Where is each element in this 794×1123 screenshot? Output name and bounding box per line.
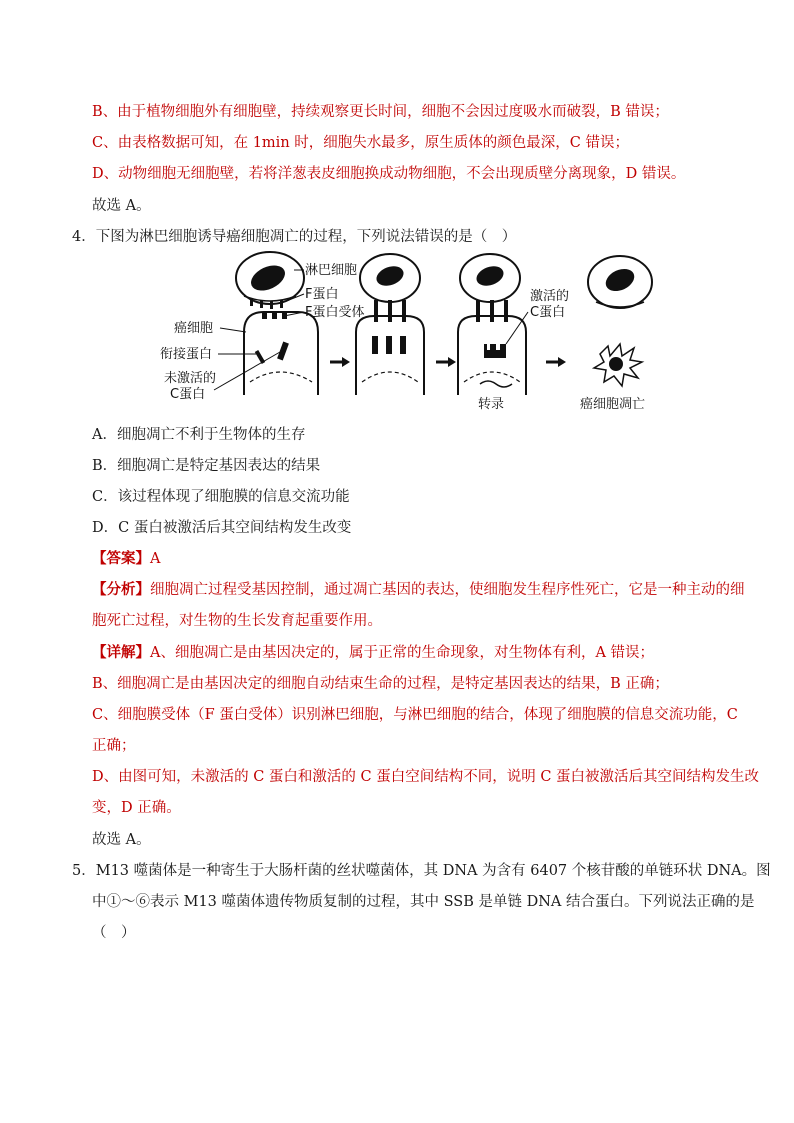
label-active-c-2: C蛋白 — [530, 305, 566, 320]
analysis-tag: 【分析】 — [92, 581, 150, 598]
answer-tag: 【答案】 — [92, 550, 150, 567]
answer-value: A — [150, 551, 161, 567]
detail-tag: 【详解】 — [92, 644, 150, 661]
q4-detail-c-1: C、细胞膜受体（F 蛋白受体）识别淋巴细胞，与淋巴细胞的结合，体现了细胞膜的信息交流功能，C — [92, 707, 738, 723]
label-transcription: 转录 — [478, 397, 505, 412]
q4-detail-a-line — [92, 643, 654, 663]
q4-detail-c-2: 正确； — [92, 738, 136, 754]
detail-a: A、细胞凋亡是由基因决定的，属于正常的生命现象，对生物体有利，A 错误； — [150, 645, 655, 661]
q4-detail-d-2: 变，D 正确。 — [92, 800, 181, 816]
q4-option-c: C．该过程体现了细胞膜的信息交流功能 — [92, 489, 350, 505]
q4-detail-d-1: D、由图可知，未激活的 C 蛋白和激活的 C 蛋白空间结构不同，说明 C 蛋白被激活后其空间结构发生改 — [92, 769, 760, 785]
q3-analysis-c: C、由表格数据可知，在 1min 时，细胞失水最多，原生质体的颜色最深，C 错误； — [92, 135, 629, 151]
q4-analysis-line-1 — [92, 580, 745, 600]
lymphocyte-cell-2 — [360, 254, 420, 322]
q4-answer — [92, 549, 160, 569]
q5-stem-1: 5．M13 噬菌体是一种寄生于大肠杆菌的丝状噬菌体，其 DNA 为含有 6407 个核苷酸的单链环状 DNA。图 — [72, 863, 771, 879]
label-adapter: 衔接蛋白 — [160, 347, 213, 362]
analysis-text-1: 细胞凋亡过程受基因控制，通过凋亡基因的表达，使细胞发生程序性死亡，它是一种主动的细 — [150, 582, 745, 598]
label-inactive-c-1: 未激活的 — [164, 371, 217, 386]
label-inactive-c-2: C蛋白 — [170, 387, 206, 402]
q4-analysis-line-2: 胞死亡过程，对生物的生长发育起重要作用。 — [92, 613, 382, 629]
label-active-c-1: 激活的 — [530, 289, 570, 304]
q4-conclusion: 故选 A。 — [92, 832, 151, 848]
q5-stem-3: （ ） — [92, 925, 136, 941]
q5-stem-2: 中①～⑥表示 M13 噬菌体遗传物质复制的过程，其中 SSB 是单链 DNA 结合蛋白。下列说法正确的是 — [92, 894, 755, 910]
label-f-receptor: F蛋白受体 — [305, 305, 365, 320]
q4-option-a: A．细胞凋亡不利于生物体的生存 — [92, 427, 306, 443]
lymphocyte-cell-1 — [236, 252, 304, 309]
q4-detail-b: B、细胞凋亡是由基因决定的细胞自动结束生命的过程，是特定基因表达的结果，B 正确； — [92, 676, 669, 692]
q3-analysis-d: D、动物细胞无细胞壁，若将洋葱表皮细胞换成动物细胞，不会出现质壁分离现象，D 错误。 — [92, 166, 686, 182]
q4-option-d: D．C 蛋白被激活后其空间结构发生改变 — [92, 520, 352, 536]
q3-analysis-b: B、由于植物细胞外有细胞壁，持续观察更长时间，细胞不会因过度吸水而破裂，B 错误； — [92, 104, 669, 120]
apoptotic-cell — [594, 344, 642, 386]
q3-conclusion: 故选 A。 — [92, 198, 151, 214]
label-apoptosis: 癌细胞凋亡 — [580, 397, 646, 412]
label-cancer-cell: 癌细胞 — [174, 321, 214, 336]
label-lymphocyte: 淋巴细胞 — [305, 263, 358, 278]
label-f-protein: F蛋白 — [305, 287, 339, 302]
apoptosis-diagram — [160, 250, 656, 420]
q4-option-b: B．细胞凋亡是特定基因表达的结果 — [92, 458, 321, 474]
cancer-cell-3 — [458, 316, 526, 395]
lymphocyte-cell-3 — [460, 254, 520, 322]
lymphocyte-cell-4 — [588, 256, 652, 308]
cancer-cell-2 — [356, 316, 424, 395]
q4-stem: 4．下图为淋巴细胞诱导癌细胞凋亡的过程，下列说法错误的是（ ） — [72, 229, 517, 245]
